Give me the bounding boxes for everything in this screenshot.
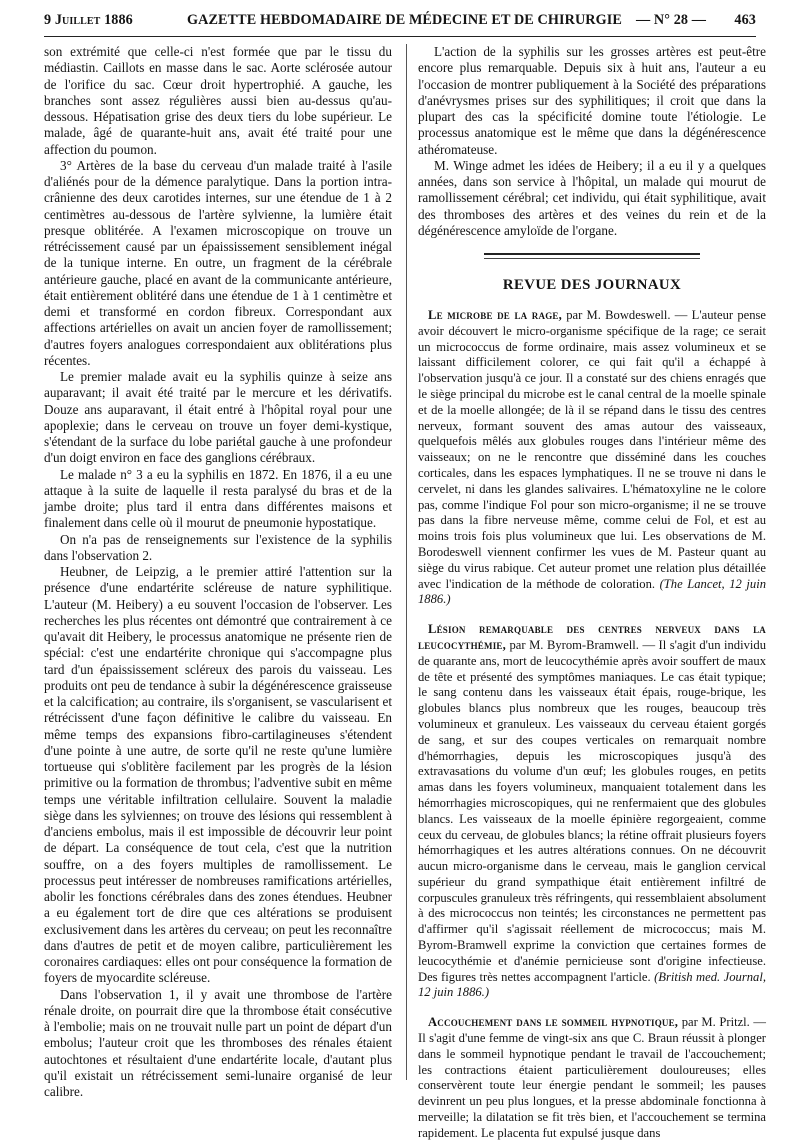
section-title: REVUE DES JOURNAUX [502,277,682,293]
review-item-leucocythemia [418,622,766,1001]
header-title: GAZETTE HEBDOMADAIRE DE MÉDECINE ET DE CHIRURGIE [187,12,622,28]
header-issue-number: — N° 28 — [636,12,707,28]
header-date: 9 Juillet 1886 [44,12,133,28]
left-paragraph-1: son extrémité que celle-ci n'est formée que par le tissu du médiastin. Caillots en masse dans le sac. Aorte sclérosée autour de l'orifice du sac. Cœur droit hypertrophié. A gauche, les branches sont assez régulières aussi bien au-dessus qu'au-dessous. Hépatisation grise des deux tiers du lobe supérieur. Le malade, âgé de quarante-huit ans, avait été traité pour une affection du poumon. [44,44,392,157]
review-item-text: par M. Pritzl. — Il s'agit d'une femme de vingt-six ans que C. Braun réussit à plonger dans le sommeil hypnotique pendant le travail de l'accouchement; les contractions étaient particulièrement douloureuses; elles conservèrent toute leur énergie pendant le sommeil; les pauses devinrent un peu plus longues, et la presse abdominale fonctionna à merveille; la dilatation se fit très bien, et l'accouchement se termina rapidement. Le placenta fut expulsé jusque dans [418,1015,766,1140]
review-item-text: par M. Byrom-Bramwell. — Il s'agit d'un individu de quarante ans, mort de leucocythémie après avoir souffert de maux de tête et présenté des symptômes maniaques. Le cas était typique; le sang contenu dans les vaisseaux était épais, rouge-brique, les globules blancs plus nombreux que les rouges, beaucoup très volumineux et granuleux. Les vaisseaux du cerveau étaient gorgés de sang, et sur des coupes verticales on remarquait nombre d'hémorrhagies, depuis les microscopiques jusqu'à des extravasations du volume d'un œuf; les globules rouges, en petits amas dans les foyers volumineux, manquaient totalement dans les hémorrhagies microscopiques, qui ne renfermaient que des globules blancs. Les vaisseaux de la moelle épinière regorgeaient, comme ceux du cerveau, de globules blancs; la rétine offrait plusieurs foyers hémorrhagiques et les autres altérations connues. On ne découvrit aucun micro-organisme dans le cerveau, mais le ganglion cervical supérieur du grand sympathique était entièrement infiltré de corpuscules granuleux très réfringents, qui ressemblaient absolument à des micrococcus non teintés; les circonstances ne permettent pas d'affirmer qu'il s'agissait réellement de micrococcus; mais M. Byrom-Bramwell exprime la conviction que certaines formes de leucocythémie et d'anémie pernicieuse sont d'origine infectieuse. Des figures très nettes accompagnent l'article. [418,637,766,984]
right-paragraph-1: L'action de la syphilis sur les grosses artères est peut-être encore plus remarquable. Depuis six à huit ans, l'auteur a eu l'occasion de montrer publiquement à la Société des préparations d'anévrysmes prises sur des syphilitiques; il croit que dans la plupart des cas la spécificité domine toute l'étiologie. Le processus anatomique est le même que dans la dégénérescence athéromateuse. [418,44,766,157]
section-rule-thick [484,253,700,255]
left-paragraph-6: Heubner, de Leipzig, a le premier attiré l'attention sur la présence d'une endartérite scléreuse de nature syphilitique. L'auteur (M. Heibery) a eu souvent l'occasion de l'observer. Les recherches les plus récentes ont démontré que contrairement à ce qu'avait dit Heibery, le processus anatomique ne présente rien de spécial: c'est une endartérite chronique qui s'accompagne plus tard d'un épaississement scléreux des parois du vaisseau. Les produits ont peu de tendance à subir la dégénérescence graisseuse et la calcification; au contraire, ils s'organisent, se vascularisent et rétrécissent d'une façon définitive le calibre du vaisseau. En même temps des expansions fibro-cartilagineuses s'étendent d'une pointe à une autre, de sorte qu'il ne reste qu'une lumière tortueuse qui s'oblitère facilement par les progrès de la lésion primitive ou la formation de thrombus; l'adventive subit en même temps une véritable infiltration cellulaire. Souvent la maladie siège dans les sylviennes; on trouve des lésions qui ressemblent à d'anciens embolus, mais il est impossible de découvrir leur point de départ. La conséquence de tout cela, c'est que la nutrition souffre, on a des foyers multiples de ramollissement. Le processus peut intéresser de nombreuses ramifications artérielles, abolir les fonctions cérébrales dans des zones étendues. Heubner a eu également tort de dire que ces altérations se produisent exclusivement dans les artères du cerveau; on peut les reconnaître dans d'autres de petit et de moyen calibre, particulièrement les coronaires cardiaques: elles ont pour conséquence la formation de foyers de myocardite scléreuse. [44,564,392,986]
review-item-title: Lésion remarquable des centres nerveux dans la leucocythémie, [418,622,766,652]
review-item-citation: (The Lancet, 12 juin 1886.) [418,576,767,607]
review-item-title: Accouchement dans le sommeil hypnotique, [428,1015,679,1030]
review-item-text: par M. Bowdeswell. — L'auteur pense avoir découvert le micro-organisme spécifique de la rage; ce serait un micrococcus de forme ordinaire, mais assez volumineux et se laissant difficilement colorer, ce qui fait qu'il a échappé à l'observation jusqu'à ce jour. Il a constaté sur des chiens enragés que le siège principal du microbe est le canal central de la moelle spinale et de la moelle allongée; de là il se répand dans le tissu des centres nerveux, formant souvent des amas autour des vaisseaux, quelquefois mêlés aux globules rouges dans l'intérieur même des vaisseaux; on ne le rencontre que disséminé dans les couches corticales, dans les espaces lymphatiques. Il ne se trouve ni dans le cervelet, ni dans les glandes salivaires. L'hématoxyline ne le colore pas, comme l'indique Fol pour son micro-organisme; il ne se trouve pas dans la fibre nerveuse même, comme celui de Fol, et est au moins trois fois plus volumineux que lui. Les observations de M. Borodeswell viennent confirmer les vues de M. Pasteur quant au siège du virus rabique. Cet auteur promet une relation plus détaillée avec l'indication de la méthode de coloration. [418,308,766,591]
left-paragraph-4: Le malade n° 3 a eu la syphilis en 1872. En 1876, il a eu une attaque à la suite de laquelle il resta paralysé du bras et de la jambe droite; plus tard il entra dans différentes maisons et finalement dans celle où il mourut de pneumonie hypostatique. [44,466,392,531]
header-rule [44,36,756,37]
column-divider [406,44,407,1080]
left-column [44,44,392,1099]
left-paragraph-7: Dans l'observation 1, il y avait une thrombose de l'artère rénale droite, on pourrait dire que la thrombose était consécutive à l'embolie; mais on ne trouvait nulle part un point de départ d'un embolus; l'auteur croit que les thromboses des rénales étaient autochtones et résultaient d'une endartérite locale, d'autant plus qu'il existait un rétrécissement semi-lunaire organisé de leur calibre. [44,986,392,1099]
review-item-citation: (British med. Journal, 12 juin 1886.) [418,969,766,1000]
left-paragraph-2: 3° Artères de la base du cerveau d'un malade traité à l'asile d'aliénés pour de la démence paralytique. Dans la portion intra-crânienne des deux carotides internes, sur une étendue de 1 à 2 centimètres au-dessous de l'artère sylvienne, la lumière était presque oblitérée. A l'examen microscopique on trouve un rétrécissement causé par un épaississement sensiblement inégal de la tunique interne. En outre, un fragment de la cérébrale antérieure gauche, placé en avant de la communicante antérieure, était entièrement oblitéré dans une étendue de 1 à 1 centimètre et demi et transformé en cordon fibreux. Correspondant aux affections artérielles on avait un ancien foyer de ramollissement; d'autres foyers analogues correspondaient aux oblitérations plus récentes. [44,157,392,368]
section-rule-thin [484,258,700,259]
left-paragraph-5: On n'a pas de renseignements sur l'existence de la syphilis dans l'observation 2. [44,531,392,563]
page-header [44,12,756,38]
review-item-title: Le microbe de la rage, [428,308,562,322]
right-paragraph-2: M. Winge admet les idées de Heibery; il a eu il y a quelques années, dans son service à l'hôpital, un malade qui mourut de ramollissement cérébral; cet individu, qui était syphilitique, avait des thromboses des artères et des veines du rein et de la dégénérescence amyloïde de l'organe. [418,157,766,238]
left-paragraph-3: Le premier malade avait eu la syphilis quinze à seize ans auparavant; il avait été traité par le mercure et les dérivatifs. Douze ans auparavant, il était entré à l'hôpital royal pour une apoplexie; dans le cerveau on trouve un foyer demi-kystique, s'étendant de la surface du lobe pariétal gauche à une profondeur d'un doigt environ en face des ganglions cérébraux. [44,369,392,466]
header-page-number: 463 [734,12,756,28]
right-column [418,44,767,1140]
review-item-rabies [418,308,766,608]
review-item-hypnotic-childbirth [418,1015,766,1141]
